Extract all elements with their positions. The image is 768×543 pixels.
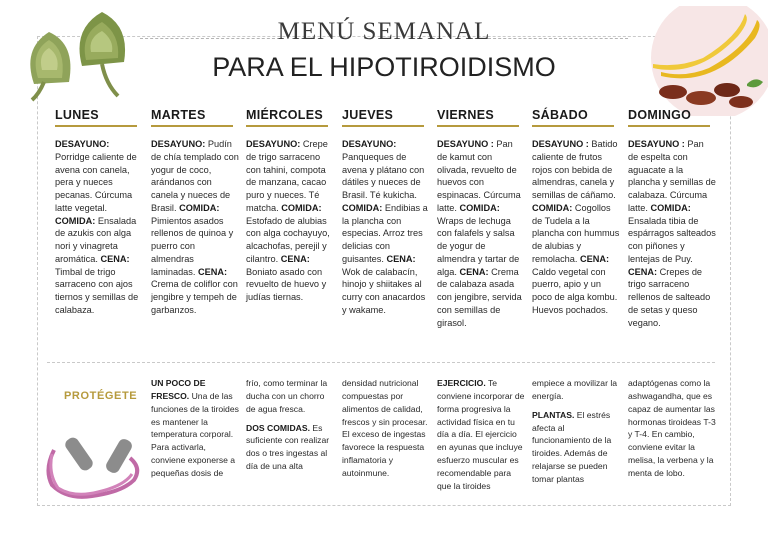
protect-col-6	[628, 377, 716, 480]
meal-text	[532, 138, 620, 317]
protect-col-5	[532, 377, 620, 486]
meal-label: DESAYUNO:	[55, 139, 110, 149]
meal-cena: Crema de coliflor con jengibre y tempeh de garbanzos.	[151, 279, 238, 315]
day-column-lunes	[55, 108, 143, 317]
day-column-jueves	[342, 108, 430, 317]
meal-label: COMIDA:	[459, 202, 500, 213]
page-title: PARA EL HIPOTIROIDISMO	[212, 52, 556, 82]
protect-col-4	[437, 377, 525, 493]
meal-desayuno: Pan de espelta con aguacate a la plancha y semillas de calabaza. Cúrcuma latte.	[628, 139, 716, 213]
meal-label: CENA:	[100, 253, 130, 264]
meal-comida: Cogollos de Tudela a la plancha con hummus de alubias y remolacha.	[532, 202, 620, 264]
meal-label: DESAYUNO:	[246, 139, 301, 149]
meal-label: DESAYUNO :	[532, 139, 589, 149]
meal-desayuno: Pan de kamut con olivada, revuelto de huevos con espinacas. Cúrcuma latte.	[437, 139, 521, 213]
meal-cena: Timbal de trigo sarraceno con ajos tiernos y semillas de calabaza.	[55, 266, 139, 315]
meal-label: CENA:	[628, 266, 658, 277]
meal-label: CENA:	[386, 253, 416, 264]
day-name: DOMINGO	[628, 108, 710, 127]
protect-subheading: EJERCICIO.	[437, 378, 486, 388]
protect-text: Te conviene incorporar de forma progresiva la actividad física en tu día a día. El ejercicio en ayunas que incluye esfuerzo muscular es recomendable para que la tiroides	[437, 378, 525, 491]
meal-label: CENA:	[198, 266, 228, 277]
meal-text	[342, 138, 430, 317]
protect-subheading: DOS COMIDAS.	[246, 422, 310, 433]
day-column-domingo	[628, 108, 716, 329]
meal-comida: Endibias a la plancha con especias. Arroz tres delicias con guisantes.	[342, 202, 428, 264]
meal-comida: Ensalada tibia de espárragos salteados con piñones y lentejas de Puy.	[628, 215, 716, 264]
meal-desayuno: Crepe de trigo sarraceno con tahini, compota de manzana, cacao puro y nueces. Té matcha.	[246, 139, 328, 213]
day-name: JUEVES	[342, 108, 424, 127]
meal-desayuno: Panqueques de avena y plátano con dátiles y nueces de Brasil. Té kukicha.	[342, 151, 425, 200]
meal-text	[55, 138, 143, 317]
meal-label: CENA:	[459, 266, 489, 277]
meal-text	[628, 138, 716, 329]
protect-col-2	[246, 377, 334, 473]
meal-comida: Ensalada de azukis con alga nori y vinagreta aromática.	[55, 215, 137, 264]
meal-label: COMIDA:	[650, 202, 691, 213]
meal-label: DESAYUNO:	[151, 139, 206, 149]
meal-comida: Wraps de lechuga con falafels y salsa de yogur de almendra y tartar de alga.	[437, 215, 520, 277]
meal-comida: Estofado de alubias con alga cochayuyo, alcachofas, perejil y cilantro.	[246, 215, 330, 264]
protect-text: Es suficiente con realizar dos o tres ingestas al día de una alta	[246, 422, 330, 472]
meal-desayuno: Pudín de chía templado con yogur de coco, arándanos con canela y nueces de Brasil.	[151, 139, 239, 213]
protect-subheading: UN POCO DE FRESCO.	[151, 378, 206, 401]
day-name: LUNES	[55, 108, 137, 127]
protect-heading: PROTÉGETE	[64, 390, 138, 402]
day-name: MARTES	[151, 108, 233, 127]
meal-label: COMIDA:	[179, 202, 220, 213]
meal-desayuno: Batido caliente de frutos rojos con bebida de almendras, canela y semillas de cáñamo.	[532, 139, 618, 200]
page-supertitle: MENÚ SEMANAL	[277, 18, 491, 45]
protect-text: El estrés afecta al funcionamiento de la tiroides. Además de relajarse se pueden tomar plantas	[532, 409, 612, 484]
meal-label: COMIDA:	[532, 202, 573, 213]
protect-col-1	[151, 377, 239, 480]
meal-label: DESAYUNO:	[342, 139, 397, 149]
protect-text: Una de las funciones de la tiroides es mantener la temperatura corporal. Para activarla, conviene exponerse a pequeñas dosis de	[151, 390, 239, 478]
meal-label: COMIDA:	[281, 202, 322, 213]
meal-label: DESAYUNO :	[437, 139, 494, 149]
meal-label: CENA:	[580, 253, 610, 264]
meal-cena: Crema de calabaza asada con jengibre, servida con semillas de girasol.	[437, 266, 522, 328]
day-column-martes	[151, 108, 239, 317]
protect-text: adaptógenas como la ashwagandha, que es capaz de aumentar las hormonas tiroideas T-3 y T-4. En cambio, conviene evitar la melisa, la verbena y la menta de lobo.	[628, 378, 716, 478]
meal-cena: Crepes de trigo sarraceno rellenos de salteado de setas y queso vegano.	[628, 266, 711, 328]
jump-rope-icon	[42, 430, 142, 500]
day-column-miercoles	[246, 108, 334, 304]
meal-text	[151, 138, 239, 317]
meal-desayuno: Porridge caliente de avena con canela, pera y nueces pecanas. Cúrcuma latte vegetal.	[55, 151, 137, 213]
meal-comida: Pimientos asados rellenos de quinoa y puerro con almendras laminadas.	[151, 215, 234, 277]
day-name: MIÉRCOLES	[246, 108, 328, 127]
protect-subheading: PLANTAS.	[532, 409, 575, 420]
day-name: SÁBADO	[532, 108, 614, 127]
day-name: VIERNES	[437, 108, 519, 127]
protect-col-3	[342, 377, 430, 480]
meal-label: COMIDA:	[342, 202, 383, 213]
meal-cena: Caldo vegetal con puerro, apio y un poco de alga kombu. Huevos pochados.	[532, 266, 618, 315]
meal-label: DESAYUNO :	[628, 139, 685, 149]
meal-label: CENA:	[280, 253, 310, 264]
meal-cena: Boniato asado con revuelto de huevo y judías tiernas.	[246, 266, 327, 302]
day-column-viernes	[437, 108, 525, 329]
meal-text	[437, 138, 525, 329]
meal-text	[246, 138, 334, 304]
protect-text: densidad nutricional compuestas por alimentos de calidad, frescos y sin procesar. El exceso de ingestas favorece la respuesta inflamatoria y autoinmune.	[342, 378, 428, 478]
day-column-sabado	[532, 108, 620, 317]
protect-text: frío, como terminar la ducha con un chorro de agua fresca.	[246, 378, 328, 414]
meal-cena: Wok de calabacín, hinojo y shiitakes al curry con anacardos y wakame.	[342, 266, 426, 315]
meal-label: COMIDA:	[55, 215, 96, 226]
protect-text: empiece a movilizar la energía.	[532, 378, 618, 401]
section-divider	[47, 362, 715, 363]
